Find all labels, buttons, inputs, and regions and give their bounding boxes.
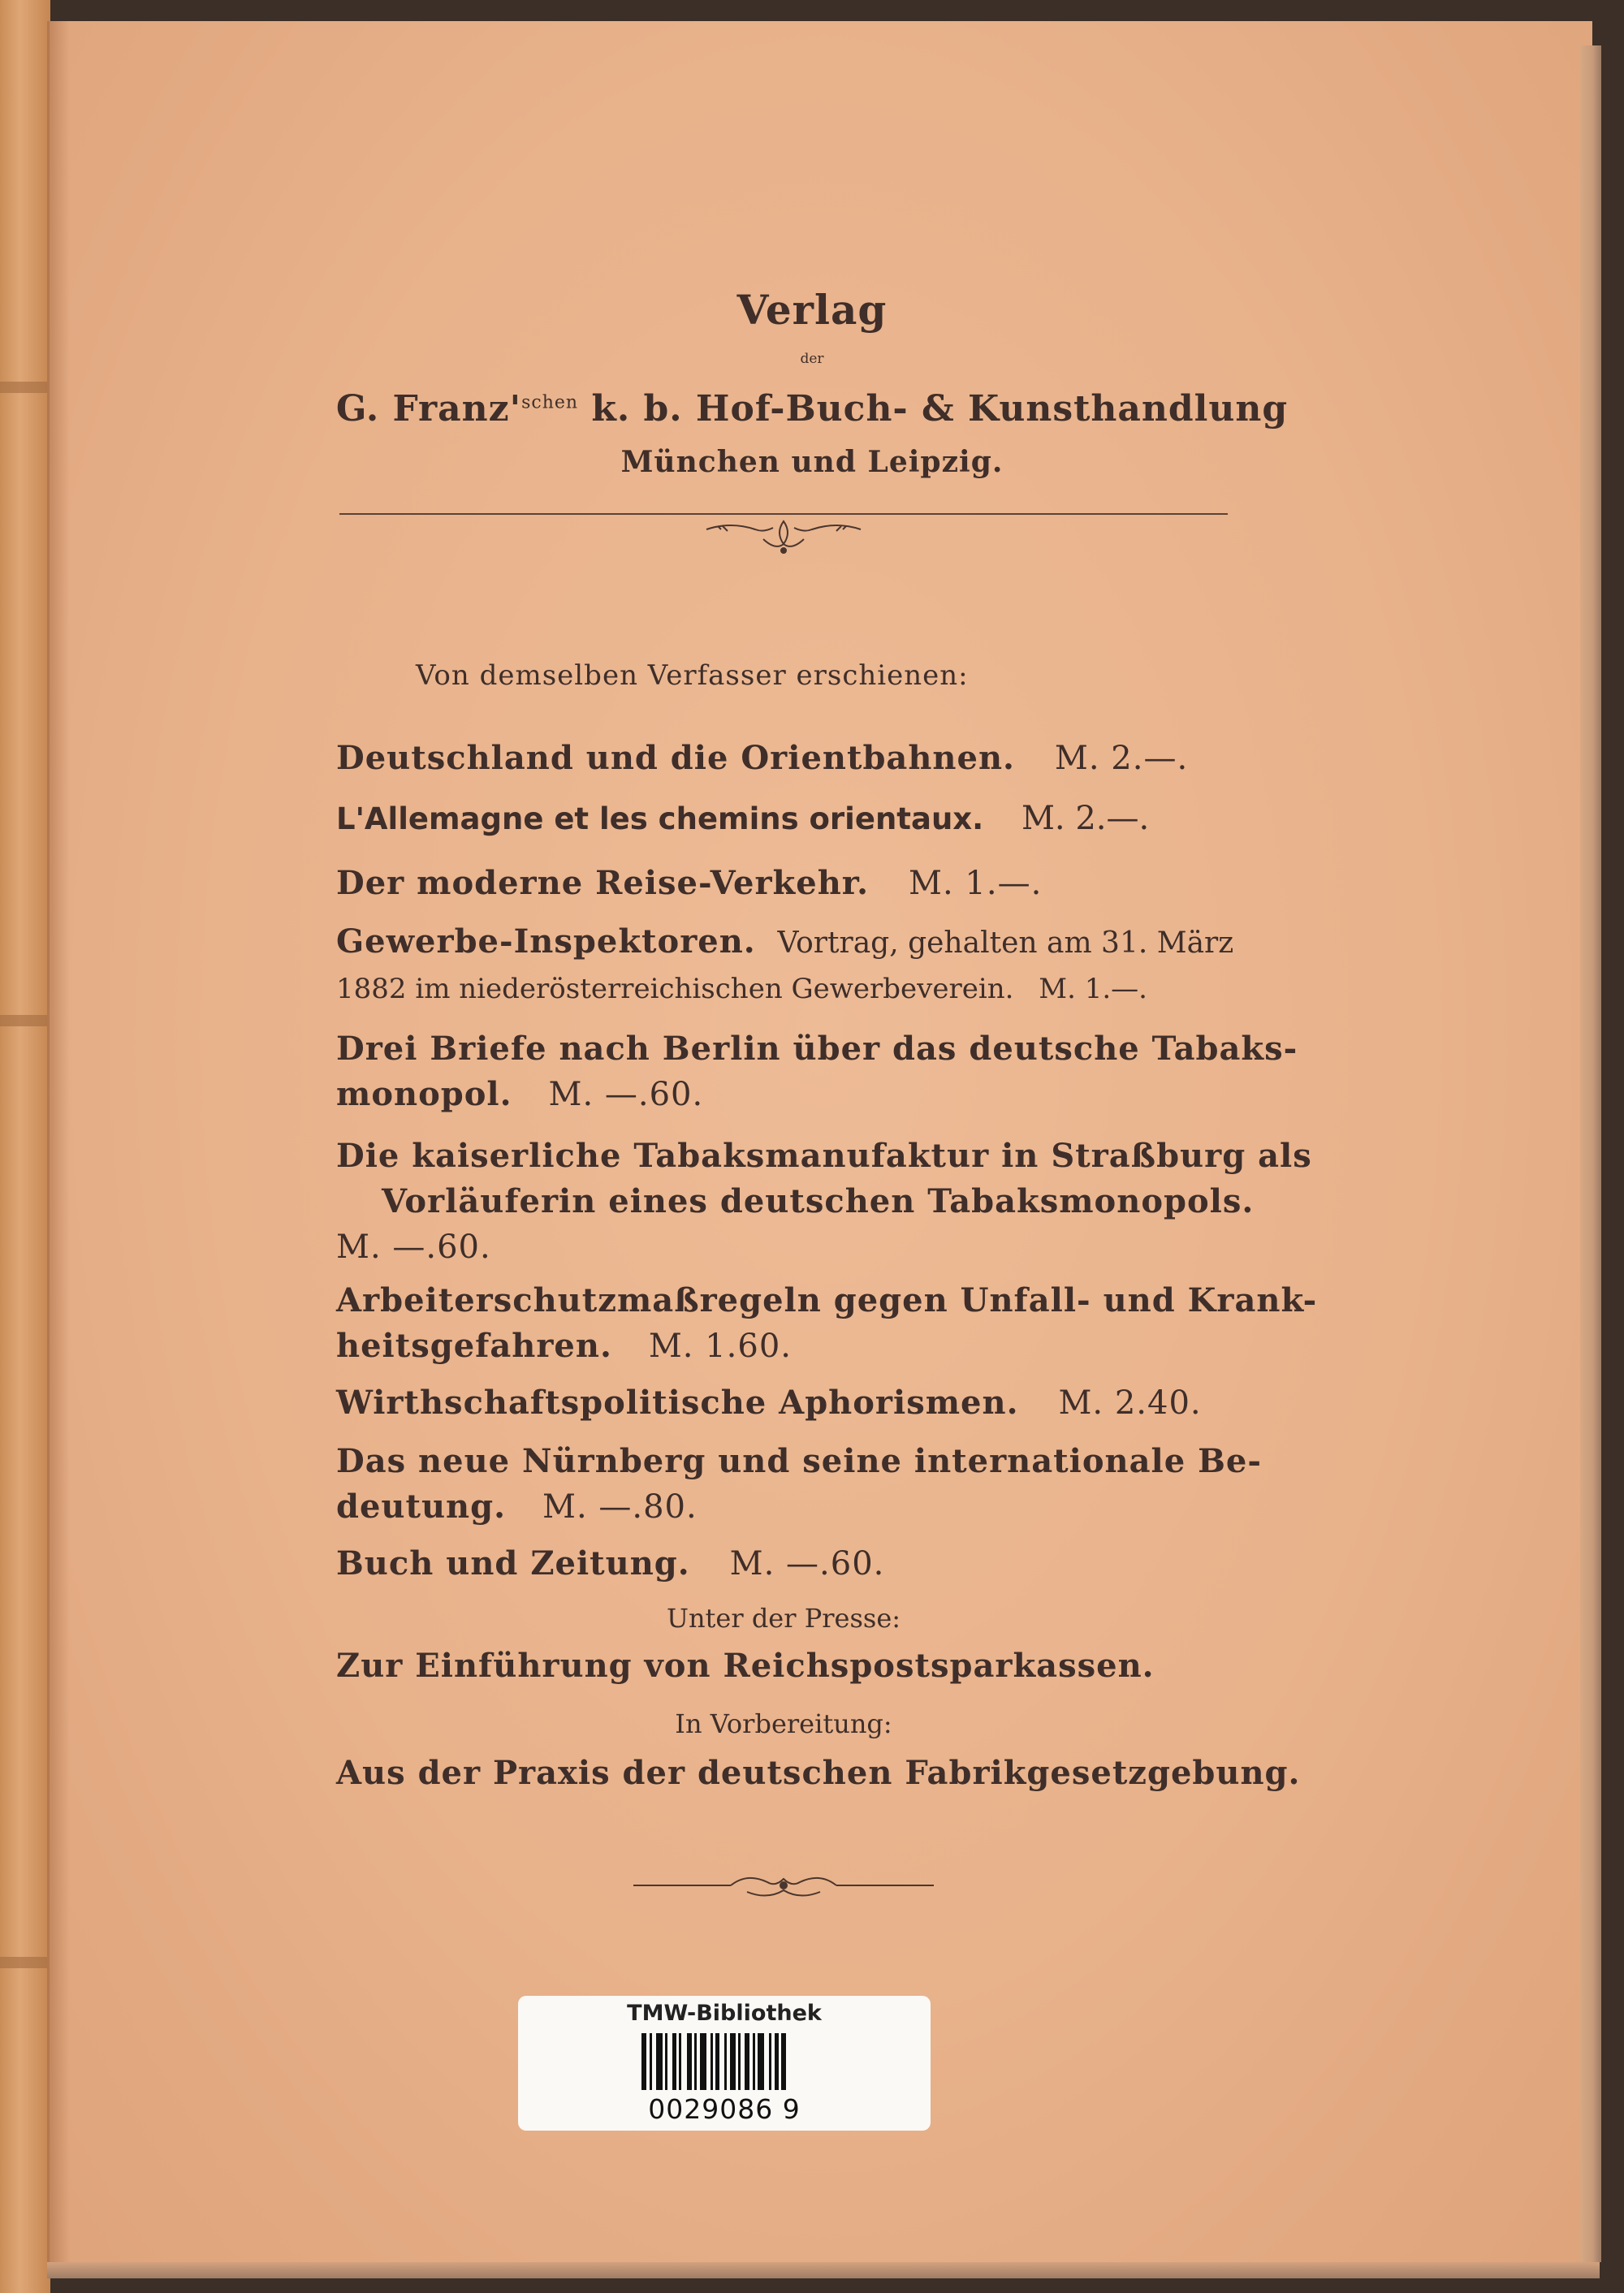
entry-title-cont: deutung. [336, 1488, 507, 1526]
publisher-name-part2: k. b. Hof-Buch- & Kunsthandlung [591, 388, 1289, 430]
publisher-name-sup: schen [521, 392, 579, 413]
tear-mark [0, 1015, 50, 1026]
publisher-city: München und Leipzig. [620, 445, 1004, 479]
barcode-number: 0029086 9 [648, 2093, 801, 2125]
entry-title: Drei Briefe nach Berlin über das deutsche Tabaks- [336, 1030, 1298, 1068]
entry-title-cont: heitsgefahren. [336, 1327, 612, 1365]
entry-title-cont: monopol. [336, 1075, 512, 1113]
entry-title: Der moderne Reise-Verkehr. [336, 864, 870, 902]
entry-description: Vortrag, gehalten am 31. März [777, 926, 1234, 960]
page-edge-bottom [47, 2262, 1600, 2278]
entry-4 [336, 919, 1233, 1012]
entry-9 [336, 1439, 1262, 1530]
entry-title: Deutschland und die Orientbahnen. [336, 739, 1015, 777]
entry-8 [336, 1380, 1202, 1426]
entry-price: M. —.60. [729, 1545, 885, 1583]
entry-price: M. 1.—. [1039, 973, 1147, 1005]
in-press-title: Zur Einführung von Reichspostsparkassen. [336, 1647, 1155, 1685]
page-edge-right [1580, 45, 1601, 2262]
entry-5 [336, 1026, 1298, 1117]
entry-price: M. —.60. [336, 1229, 491, 1266]
entry-title: Das neue Nürnberg und seine internationale Be- [336, 1442, 1262, 1480]
publisher-name-part1: G. Franz' [335, 388, 522, 430]
entry-7 [336, 1278, 1317, 1369]
entry-price: M. —.60. [548, 1076, 704, 1113]
flourish-ornament-icon [698, 515, 869, 559]
intro-line: Von demselben Verfasser erschienen: [416, 659, 969, 692]
tear-mark [0, 1957, 50, 1968]
publisher-name [0, 388, 1624, 430]
verlag-heading: Verlag [736, 286, 888, 334]
bottom-flourish-icon [633, 1868, 934, 1903]
entry-10 [336, 1541, 884, 1587]
entry-6 [336, 1134, 1312, 1270]
der-label: der [800, 351, 824, 367]
entry-price: M. 1.—. [909, 865, 1043, 902]
entry-price: M. —.80. [542, 1488, 698, 1526]
entry-price: M. 2.40. [1058, 1384, 1202, 1422]
entry-title: Buch und Zeitung. [336, 1544, 690, 1583]
entry-price: M. 2.—. [1021, 800, 1150, 837]
library-name: TMW-Bibliothek [627, 2001, 822, 2026]
in-prep-title: Aus der Praxis der deutschen Fabrikgesetzgebung. [336, 1754, 1301, 1792]
entry-1 [336, 736, 1188, 781]
in-press-heading: Unter der Presse: [666, 1603, 901, 1634]
entry-description-cont: 1882 im niederösterreichischen Gewerbeverein. [336, 973, 1014, 1005]
barcode [641, 2033, 810, 2090]
entry-title: L'Allemagne et les chemins orientaux. [336, 801, 984, 836]
entry-title: Gewerbe-Inspektoren. [336, 922, 756, 961]
book-cover-edge [0, 0, 50, 2293]
entry-title: Die kaiserliche Tabaksmanufaktur in Straßburg als [336, 1137, 1312, 1175]
entry-price: M. 2.—. [1054, 740, 1189, 777]
entry-title: Wirthschaftspolitische Aphorismen. [336, 1384, 1019, 1422]
entry-price: M. 1.60. [648, 1328, 792, 1365]
entry-3 [336, 861, 1042, 906]
entry-2 [336, 796, 1149, 842]
entry-title: Arbeiterschutzmaßregeln gegen Unfall- und Krank- [336, 1281, 1318, 1319]
library-barcode-label [518, 1996, 931, 2131]
in-prep-heading: In Vorbereitung: [675, 1708, 892, 1739]
entry-title-cont: Vorläuferin eines deutschen Tabaksmonopols. [382, 1182, 1255, 1220]
